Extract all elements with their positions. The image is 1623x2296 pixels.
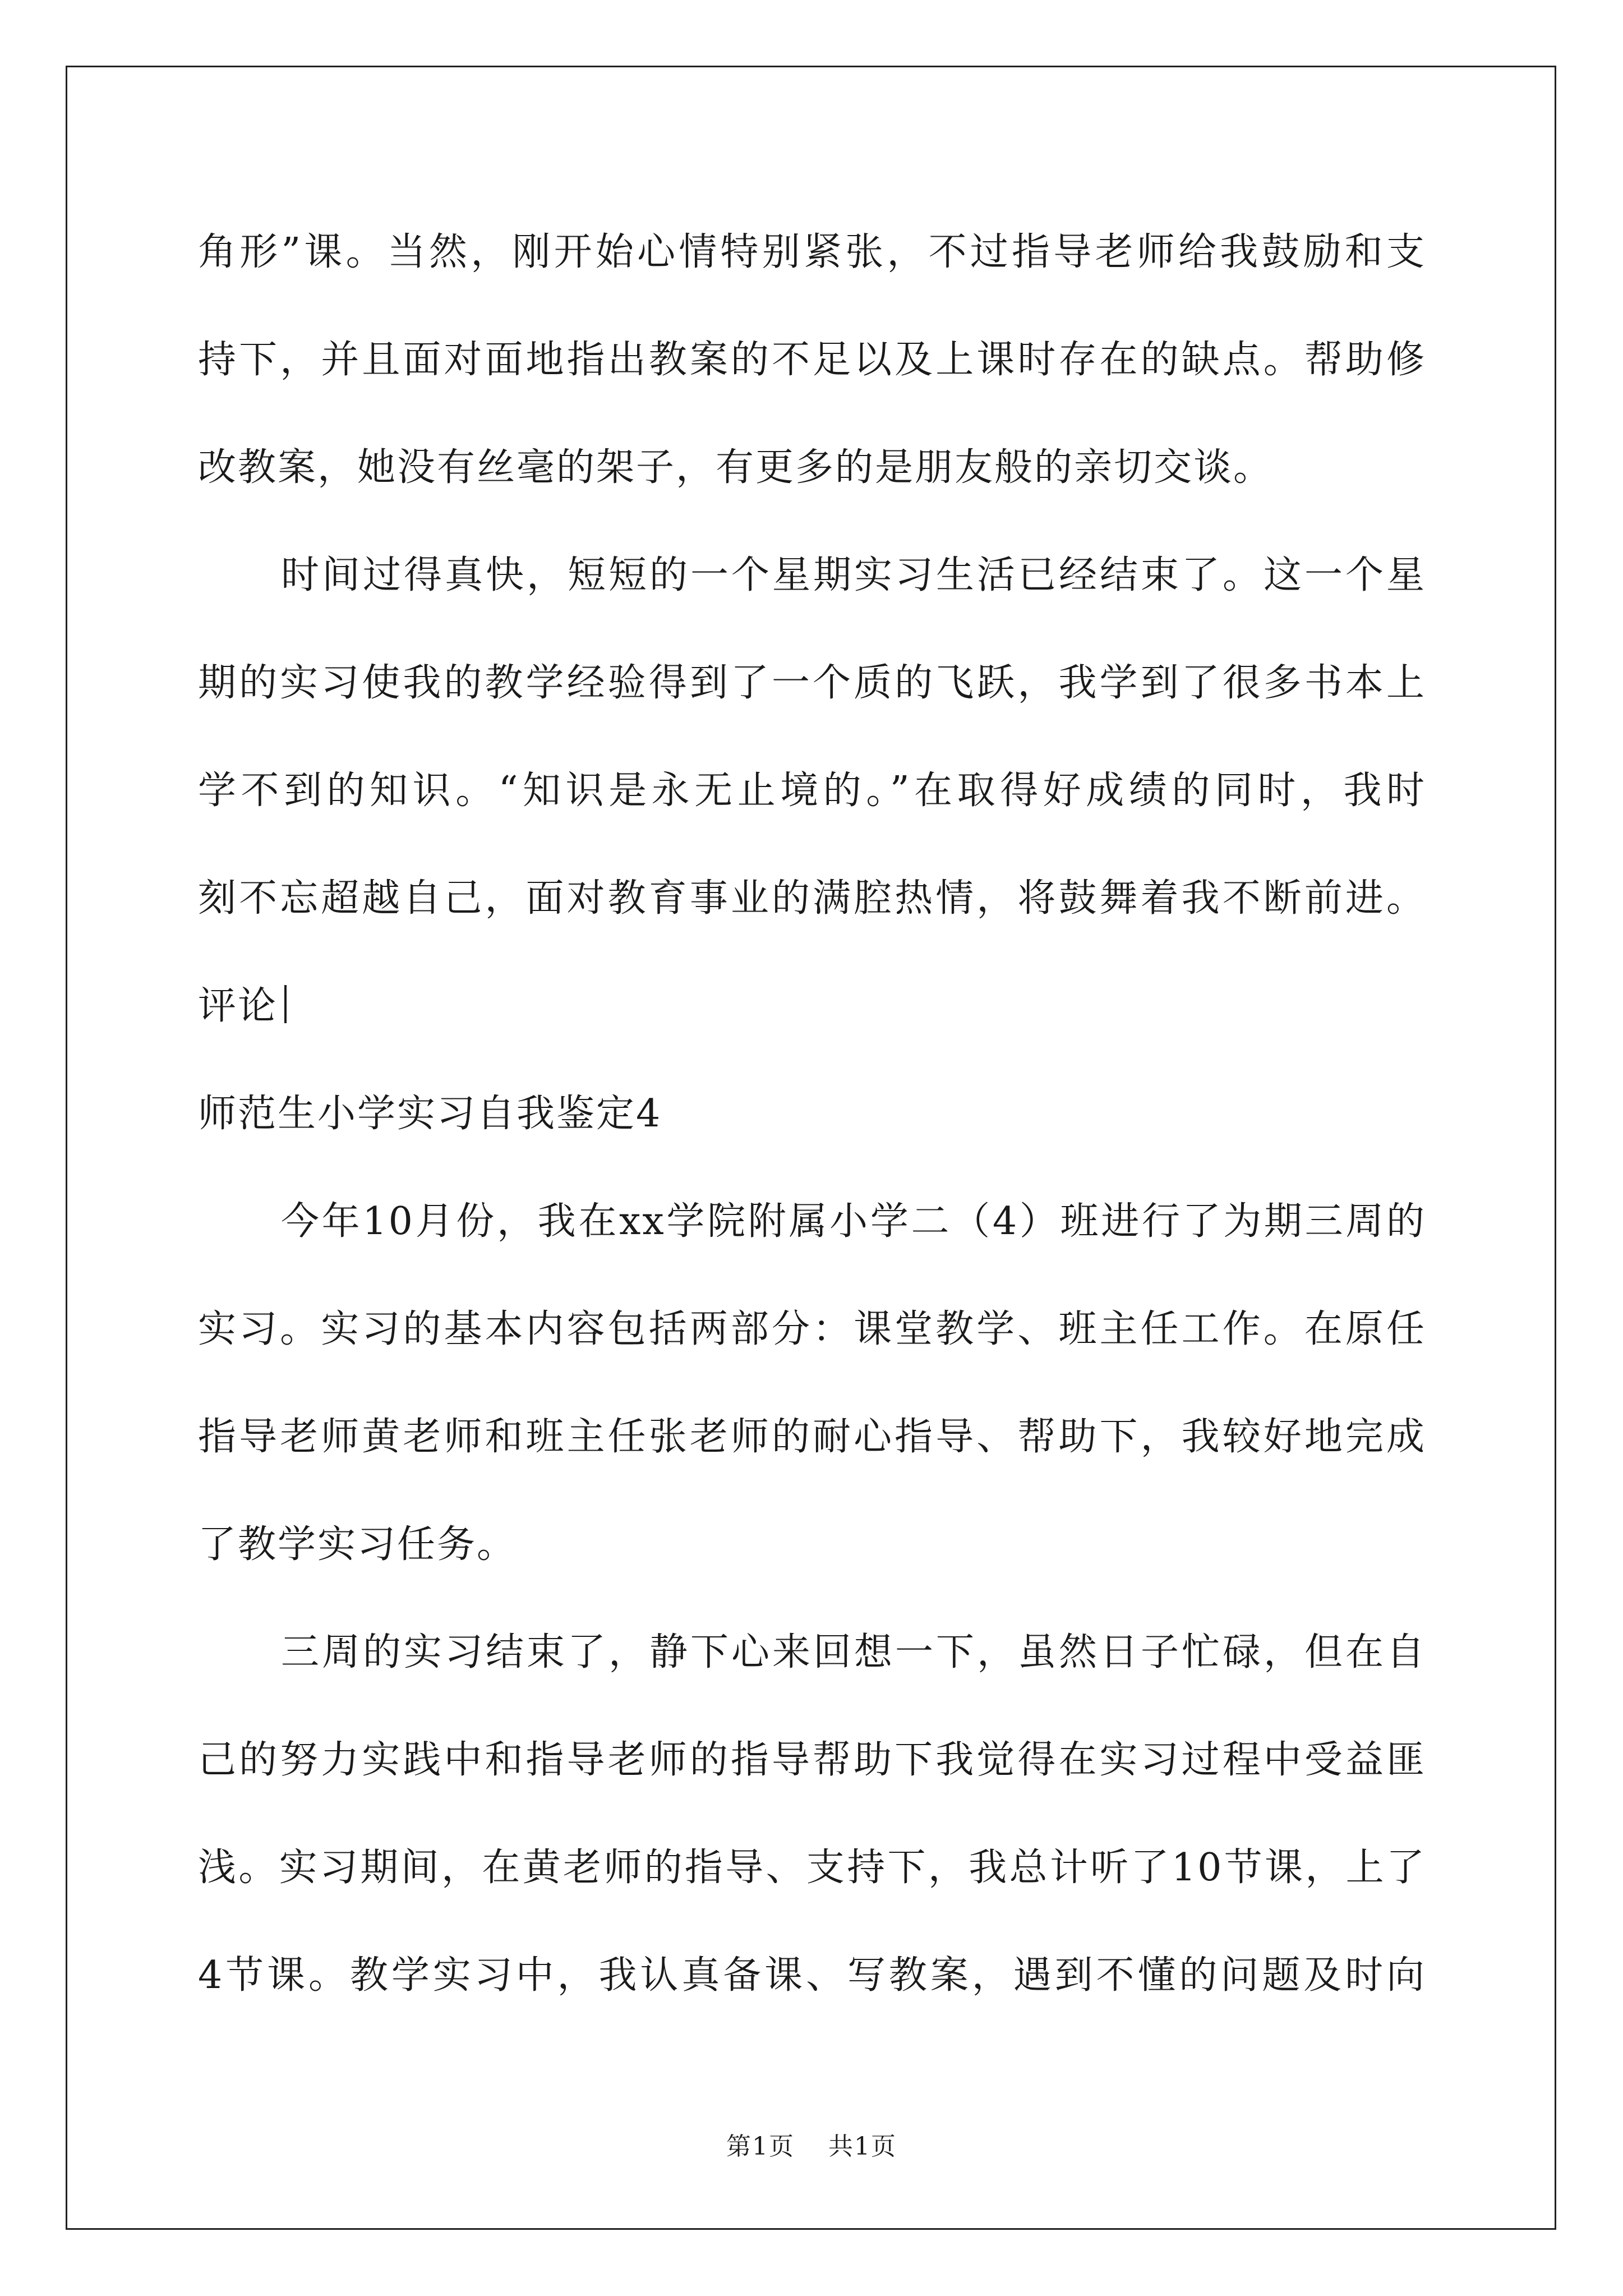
paragraph-line: 己的努力实践中和指导老师的指导帮助下我觉得在实习过程中受益匪 [198, 1738, 1426, 1782]
paragraph-line: 持下，并且面对面地指出教案的不足以及上课时存在的缺点。帮助修 [198, 338, 1426, 382]
paragraph-line: 了教学实习任务。 [198, 1522, 517, 1567]
paragraph-line: 4节课。教学实习中，我认真备课、写教案，遇到不懂的问题及时向 [198, 1953, 1426, 1998]
paragraph-line: 期的实习使我的教学经验得到了一个质的飞跃，我学到了很多书本上 [198, 661, 1426, 705]
paragraph-line: 三周的实习结束了，静下心来回想一下，虽然日子忙碌，但在自 [281, 1630, 1426, 1674]
paragraph-line: 角形”课。当然，刚开始心情特别紧张，不过指导老师给我鼓励和支 [198, 230, 1426, 274]
page-footer [0, 2126, 1623, 2162]
paragraph-line: 改教案，她没有丝毫的架子，有更多的是朋友般的亲切交谈。 [198, 445, 1274, 490]
comment-label: 评论 [198, 984, 278, 1028]
paragraph-line: 刻不忘超越自己，面对教育事业的满腔热情，将鼓舞着我不断前进。 [198, 876, 1426, 921]
paragraph-line: 实习。实习的基本内容包括两部分：课堂教学、班主任工作。在原任 [198, 1307, 1426, 1351]
document-body [198, 208, 1426, 2039]
page-number-total: 共1页 [828, 2132, 897, 2161]
comment-line [198, 961, 1426, 1069]
paragraph-line: 今年10月份，我在xx学院附属小学二（4）班进行了为期三周的 [281, 1199, 1426, 1244]
paragraph-line: 指导老师黄老师和班主任张老师的耐心指导、帮助下，我较好地完成 [198, 1415, 1426, 1459]
section-heading: 师范生小学实习自我鉴定4 [198, 1092, 662, 1136]
paragraph-line: 时间过得真快，短短的一个星期实习生活已经结束了。这一个星 [281, 553, 1426, 597]
paragraph-line: 浅。实习期间，在黄老师的指导、支持下，我总计听了10节课，上了 [198, 1846, 1426, 1890]
paragraph-line: 学不到的知识。“知识是永无止境的。”在取得好成绩的同时，我时 [198, 769, 1426, 813]
text-cursor [284, 985, 287, 1023]
page-number-current: 第1页 [726, 2132, 795, 2161]
